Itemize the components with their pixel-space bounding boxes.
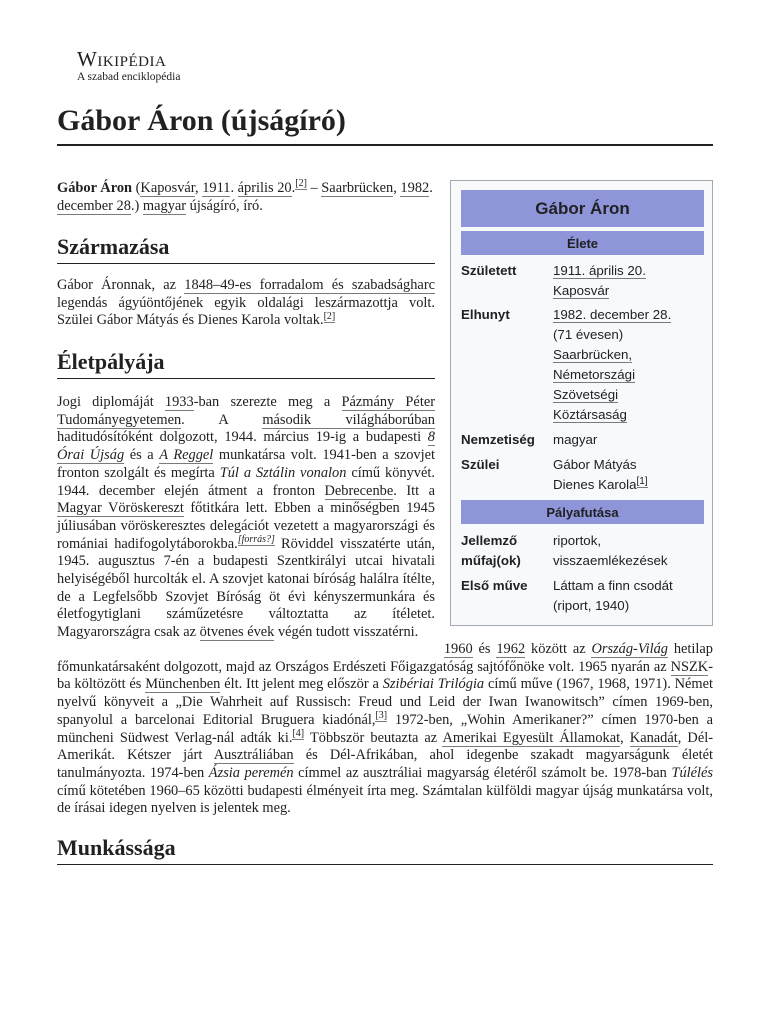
reference-link[interactable]: [3] [375, 710, 388, 722]
link-8-orai-ujsag[interactable]: 8 Órai Újság [57, 429, 435, 464]
reference-link[interactable]: [2] [295, 178, 307, 190]
link-deathplace[interactable]: Saarbrücken [321, 180, 394, 196]
text: hetilap főmunkatársaként dolgozott, majd az Országos Erdészeti Főigazgatóság sajtófőnöke volt. 1965 nyarán az [57, 641, 713, 675]
text: című könyvét. 1944. december elején átment a fronton [57, 464, 435, 499]
text: Jogi diplomáját [57, 394, 165, 410]
logo-wordmark[interactable]: Wikipédia [77, 47, 167, 71]
citation-needed-link[interactable]: [forrás?] [237, 533, 275, 545]
text: között az [525, 641, 592, 657]
genre-item: visszaemlékezések [553, 553, 668, 568]
section-heading-origin: Származása [57, 233, 435, 264]
first-work-title: Láttam a finn csodát [553, 578, 673, 593]
infobox-label: Szülei [461, 457, 500, 472]
infobox-section-life: Élete [461, 231, 704, 255]
text: .) [130, 197, 143, 214]
link-1933[interactable]: 1933 [164, 394, 194, 410]
infobox-section-career: Pályafutása [461, 500, 704, 524]
infobox-label: Elhunyt [461, 307, 510, 322]
text: – [306, 180, 322, 196]
text: Gábor Áronnak, az [57, 277, 185, 293]
link-orszag-vilag[interactable]: Ország-Világ [591, 641, 668, 657]
text: Többször beutazta az [304, 729, 443, 746]
link-usa[interactable]: Amerikai Egyesült Államokat [442, 729, 621, 746]
book-title: Szibériai Trilógia [382, 676, 485, 693]
text [438, 641, 444, 657]
link-death-year[interactable]: 1982 [400, 180, 430, 196]
link-ww2[interactable]: második világháborúban [262, 411, 435, 428]
label-line: Jellemző [461, 533, 518, 548]
parent-name: Dienes Karola [553, 477, 637, 492]
text: , [195, 180, 203, 196]
text: Röviddel visszatérte után, 1945. augusztus 7-én a budapesti Szentkirályi utcai hivatali helyiségéből hurcolták el. A szovjet katonai bíróság halálra ítélte, de a Legfelsőbb Szovjet Bíróság öt évi kényszermunkára és életfogytiglani száműzetésre változtatta az ítéletet. Magyarországra csak az [57, 535, 435, 641]
link-frg[interactable]: Németországi [553, 367, 636, 382]
text: 1972-ben, „Wohin Amerikaner?” címen 1970-ben a müncheni Südwest Verlag-nál adták ki. [57, 711, 713, 746]
infobox-label: Nemzetiség [461, 432, 535, 447]
link-frg[interactable]: Köztársaság [553, 407, 627, 422]
text: , [620, 729, 630, 746]
genre-item: riportok, [553, 533, 602, 548]
infobox-value [553, 261, 703, 301]
link-canada[interactable]: Kanadát [629, 729, 678, 746]
link-died-date[interactable]: 1982. december 28. [553, 307, 672, 322]
text: legendás ágyúöntőjének egyik oldalági leszármazottja volt. Szülei Gábor Mátyás és Dienes Karola voltak. [57, 294, 435, 329]
infobox-value: magyar [553, 432, 598, 447]
text: . [291, 180, 296, 196]
link-munich[interactable]: Münchenben [145, 676, 221, 693]
text: haditudósítóként dolgozott, 1944. március 19-ig a budapesti [57, 429, 428, 446]
text: végén tudott visszatérni. [274, 624, 419, 641]
section-heading-career: Életpályája [57, 348, 435, 379]
label-line: műfaj(ok) [461, 553, 521, 568]
book-title: Ázsia peremén [208, 764, 294, 781]
text: címmel az ausztráliai magyarság életéről számolt be. 1978-ban [293, 764, 672, 781]
text: -ban szerezte meg a [193, 394, 342, 410]
text: és [472, 641, 497, 657]
link-nszk[interactable]: NSZK [670, 658, 709, 675]
section-heading-work: Munkássága [57, 834, 713, 865]
infobox-label [461, 531, 549, 571]
text: . [429, 180, 433, 196]
link-death-date[interactable]: december 28 [57, 197, 131, 214]
died-age: (71 évesen) [553, 327, 624, 342]
text: című kötetében 1960–65 közötti budapesti élményeit írta meg. Számtalan külföldi magyar újság munkatársa volt, de írásai idegen nyelven is jelentek meg. [57, 782, 713, 817]
text: és a [124, 447, 160, 464]
text: -ba költözött és [57, 658, 713, 693]
infobox-value [553, 305, 703, 425]
intro-paragraph [57, 180, 437, 215]
reference-link[interactable]: [4] [292, 727, 305, 739]
link-birthplace[interactable]: Kaposvár [140, 180, 195, 196]
logo-tagline: A szabad enciklopédia [77, 71, 181, 83]
reference-link[interactable]: [2] [323, 310, 336, 322]
link-fifties[interactable]: ötvenes évek [199, 624, 275, 641]
text: , Dél-Amerikát. Kétszer járt [57, 729, 713, 764]
text: főtitkára lett. Ebben a minőségben 1945 júliusában vöröskeresztes delegációt vezetett a magyarországi és romániai hadifogolytáborokba. [57, 500, 435, 552]
reference-link[interactable]: [1] [636, 475, 648, 487]
infobox-label: Született [461, 263, 517, 278]
text: , [393, 180, 401, 196]
link-revolution[interactable]: 1848–49-es forradalom és szabadságharc [184, 277, 435, 293]
origin-paragraph [57, 277, 435, 330]
career-paragraph-continued [57, 641, 713, 818]
link-saarbrucken[interactable]: Saarbrücken, [553, 347, 633, 362]
link-born-date[interactable]: 1911. április 20. [553, 263, 646, 278]
text: ( [132, 180, 141, 196]
infobox [450, 180, 713, 626]
link-born-place[interactable]: Kaposvár [553, 283, 610, 298]
infobox-value [553, 576, 703, 616]
career-paragraph [57, 394, 435, 642]
link-birth-year[interactable]: 1911 [202, 180, 231, 196]
subject-name: Gábor Áron [57, 180, 133, 196]
link-red-cross[interactable]: Magyar Vöröskereszt [57, 500, 184, 517]
wikipedia-logo[interactable] [77, 48, 180, 83]
text: élt. Itt jelent meg először a [220, 676, 383, 693]
link-birth-date[interactable]: április 20 [237, 180, 292, 196]
book-title: Túlélés [671, 764, 714, 781]
link-1962[interactable]: 1962 [496, 641, 526, 657]
book-title: Túl a Sztálin vonalon [219, 464, 347, 481]
link-nationality[interactable]: magyar [142, 197, 187, 214]
infobox-label: Első műve [461, 578, 528, 593]
text: újságíró, író. [186, 197, 263, 214]
text: és Dél-Afrikában, ahol idegenbe szakadt magyarságunk életét tanulmányozta. 1974-ben [57, 747, 714, 781]
infobox-title: Gábor Áron [461, 190, 704, 227]
page-title: Gábor Áron (újságíró) [57, 102, 713, 146]
first-work-note: (riport, 1940) [553, 598, 630, 613]
link-australia[interactable]: Ausztráliában [213, 747, 294, 764]
link-university[interactable]: Pázmány Péter Tudományegyetemen [57, 394, 436, 428]
link-a-reggel[interactable]: A Reggel [159, 447, 214, 464]
link-debrecen[interactable]: Debrecenbe [324, 482, 394, 499]
text: munkatársa volt. 1941-ben a szovjet fronton szolgált és megírta [57, 447, 435, 481]
link-frg[interactable]: Szövetségi [553, 387, 619, 402]
link-1960[interactable]: 1960 [443, 641, 473, 657]
text: című műve (1967, 1968, 1971). Német nyelvű könyveit a „Die Wahrheit auf Russisch: Freud und Leid der Iwan Iwanowitsch” címen 1969-ben, spanyolul a barcelonai Editorial Bruguera kiadónál, [57, 676, 714, 728]
infobox-value [553, 531, 703, 571]
text: . A [181, 411, 263, 428]
parent-name: Gábor Mátyás [553, 457, 637, 472]
infobox-value [553, 455, 703, 495]
text: . Itt a [393, 482, 435, 499]
text: . [230, 180, 238, 196]
